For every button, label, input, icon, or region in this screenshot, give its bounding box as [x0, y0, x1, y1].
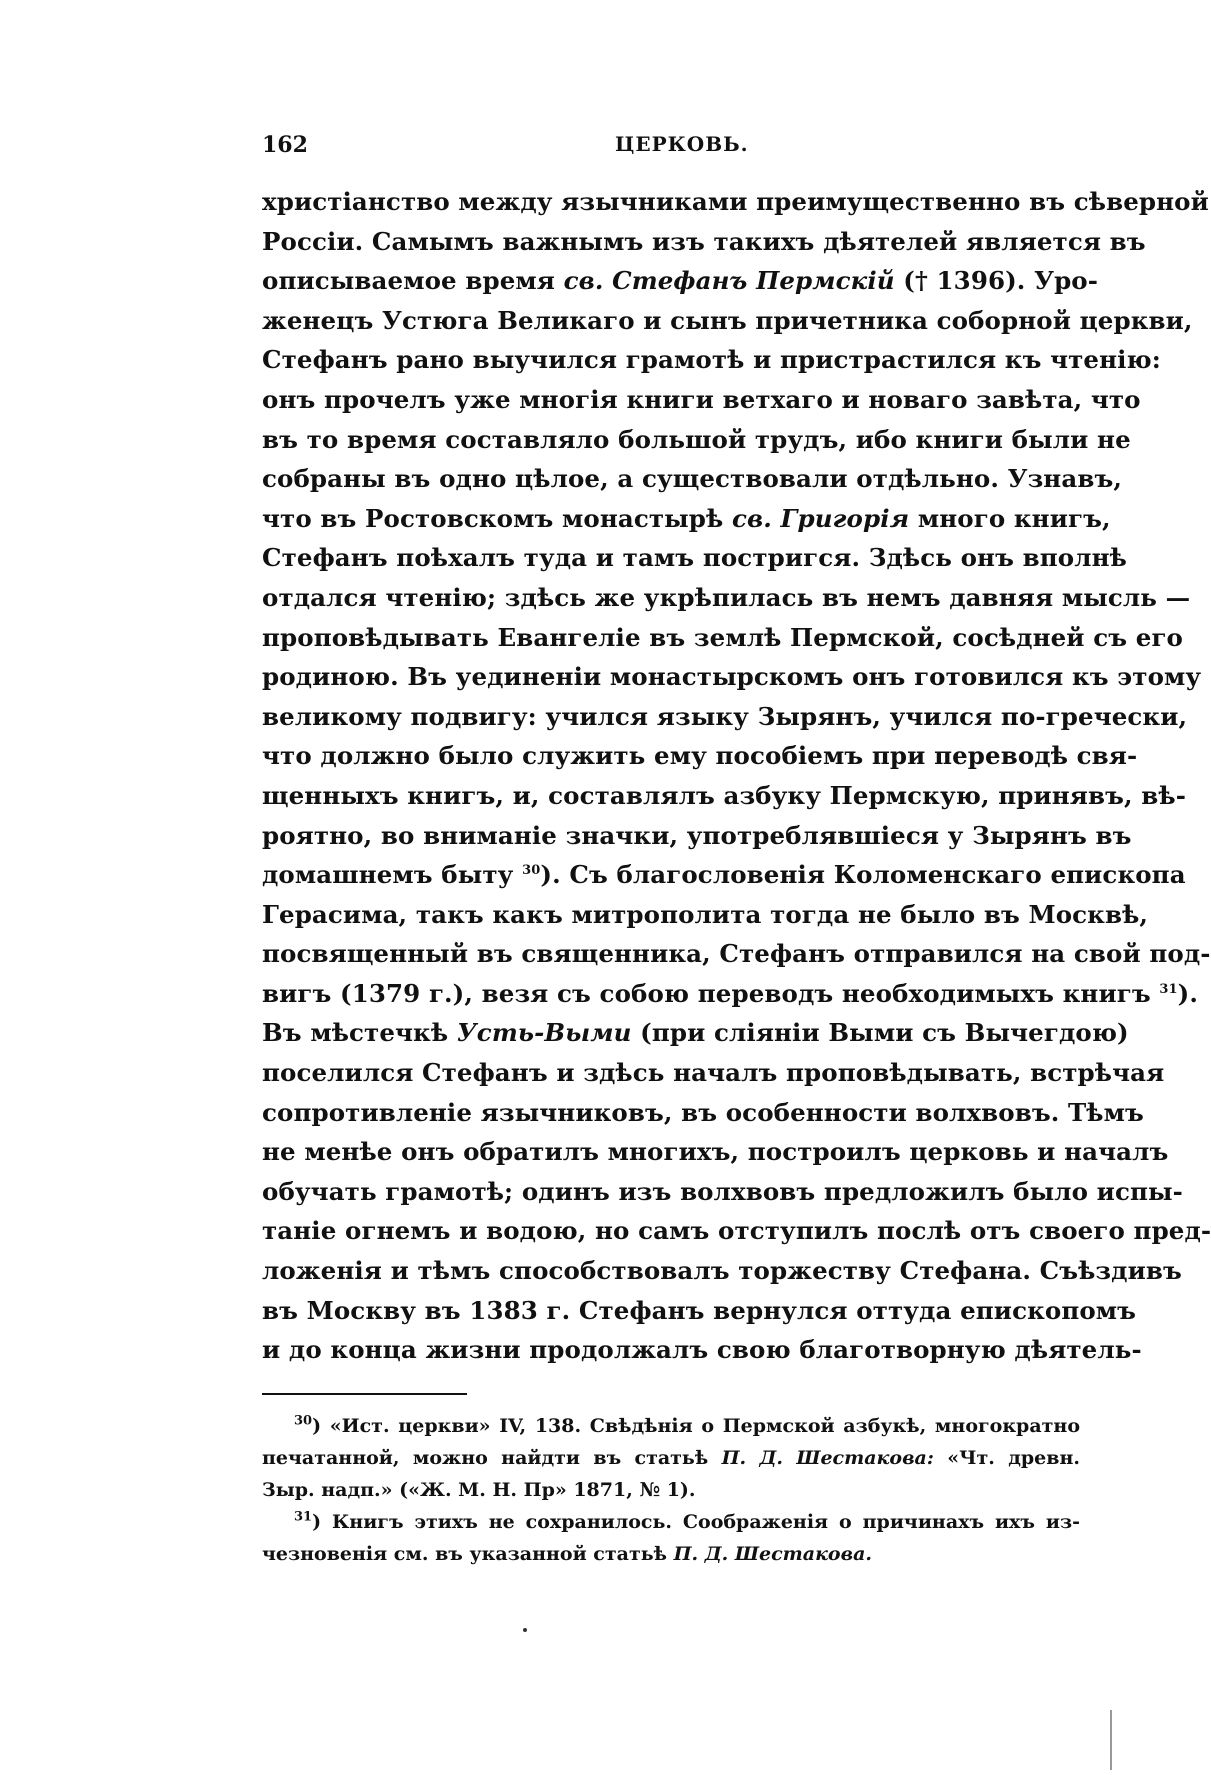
main-text	[262, 182, 1211, 1370]
text-line: въ Москву въ 1383 г. Стефанъ вернулся оттуда епископомъ	[262, 1295, 1137, 1325]
gregory-monastery: св. Григорія	[732, 503, 910, 533]
text-line: проповѣдывать Евангеліе въ землѣ Пермской, сосѣдней съ его	[262, 622, 1183, 652]
text-line: Россіи. Самымъ важнымъ изъ такихъ дѣятелей является въ	[262, 226, 1146, 256]
text-line: Стефанъ поѣхалъ туда и тамъ постригся. Здѣсь онъ вполнѣ	[262, 543, 1127, 573]
text-line: посвященный въ священника, Стефанъ отправился на свой под-	[262, 939, 1211, 969]
footnote-ref-30[interactable]: 30	[522, 862, 541, 878]
text-line: что должно было служить ему пособіемъ при переводѣ свя-	[262, 741, 1138, 771]
footnotes	[262, 1410, 1080, 1570]
text-line: ложенія и тѣмъ способствовалъ торжеству Стефана. Съѣздивъ	[262, 1256, 1182, 1286]
footnote-ref-31[interactable]: 31	[1159, 981, 1178, 997]
stefan-dates: († 1396).	[903, 266, 1026, 296]
text-line: отдался чтенію; здѣсь же укрѣпилась въ немъ давняя мысль —	[262, 582, 1191, 612]
author-name: П. Д. Шестакова.	[673, 1543, 872, 1565]
text-line: Въ мѣстечкѣ Усть-Выми (при сліяніи Выми съ Вычегдою)	[262, 1018, 1129, 1048]
scan-edge	[1110, 1710, 1112, 1770]
page-number: 162	[262, 132, 308, 158]
scan-speck	[523, 1628, 527, 1632]
text-line: онъ прочелъ уже многія книги ветхаго и новаго завѣта, что	[262, 384, 1141, 414]
text-line: обучать грамотѣ; одинъ изъ волхвовъ предложилъ было испы-	[262, 1176, 1183, 1206]
text-line: родиною. Въ уединеніи монастырскомъ онъ готовился къ этому	[262, 662, 1202, 692]
text-line: собраны въ одно цѣлое, а существовали отдѣльно. Узнавъ,	[262, 464, 1122, 494]
author-name: П. Д. Шестакова:	[721, 1447, 934, 1469]
footnote-mark-31: 31	[294, 1509, 313, 1525]
text-line: поселился Стефанъ и здѣсь началъ проповѣдывать, встрѣчая	[262, 1058, 1165, 1088]
text-line: вигъ (1379 г.), везя съ собою переводъ необходимыхъ книгъ $^{31}$).	[262, 978, 1198, 1008]
stefan-name: св. Стефанъ Пермскій	[563, 266, 895, 296]
footnote-30: $^{30}$) «Ист. церкви» IV, 138. Свѣдѣнія о Пермской азбукѣ, многократно	[294, 1413, 1080, 1437]
footnote-mark-30: 30	[294, 1413, 313, 1429]
footnote-divider	[262, 1393, 467, 1395]
text-line: въ то время составляло большой трудъ, ибо книги были не	[262, 424, 1131, 454]
text-line: домашнемъ быту $^{30}$). Съ благословенія Коломенскаго епископа	[262, 860, 1186, 890]
text-line: сопротивленіе язычниковъ, въ особенности волхвовъ. Тѣмъ	[262, 1097, 1144, 1127]
footnote-31: $^{31}$) Книгъ этихъ не сохранилось. Соображенія о причинахъ ихъ из-	[294, 1509, 1080, 1533]
text-line: Герасима, такъ какъ митрополита тогда не было въ Москвѣ,	[262, 899, 1149, 929]
page-header	[262, 122, 1080, 162]
text-line: таніе огнемъ и водою, но самъ отступилъ послѣ отъ своего пред-	[262, 1216, 1211, 1246]
text-line: что въ Ростовскомъ монастырѣ св. Григорія много книгъ,	[262, 503, 1111, 533]
footnote-30-cont: печатанной, можно найдти въ статьѣ П. Д. Шестакова: «Чт. древн.	[262, 1447, 1080, 1469]
text-line: великому подвигу: учился языку Зырянъ, учился по-гречески,	[262, 701, 1188, 731]
text-line: Стефанъ рано выучился грамотѣ и пристрастился къ чтенію:	[262, 345, 1161, 375]
text-line: христіанство между язычниками преимущественно въ сѣверной	[262, 187, 1209, 216]
text-line: не менѣе онъ обратилъ многихъ, построилъ церковь и началъ	[262, 1137, 1169, 1167]
running-title: ЦЕРКОВЬ.	[615, 132, 749, 156]
footnote-30-end: Зыр. надп.» («Ж. М. Н. Пр» 1871, № 1).	[262, 1479, 696, 1501]
text-line: описываемое время св. Стефанъ Пермскій († 1396). Уро-	[262, 266, 1099, 296]
footnote-31-end: чезновенія см. въ указанной статьѣ П. Д. Шестакова.	[262, 1543, 872, 1565]
text-line: роятно, во вниманіе значки, употреблявшіеся у Зырянъ въ	[262, 820, 1132, 850]
text-line: женецъ Устюга Великаго и сынъ причетника соборной церкви,	[262, 305, 1193, 335]
ust-vymi: Усть-Выми	[456, 1018, 632, 1048]
text-line: и до конца жизни продолжалъ свою благотворную дѣятель-	[262, 1335, 1142, 1365]
text-line: щенныхъ книгъ, и, составлялъ азбуку Пермскую, принявъ, вѣ-	[262, 780, 1186, 810]
